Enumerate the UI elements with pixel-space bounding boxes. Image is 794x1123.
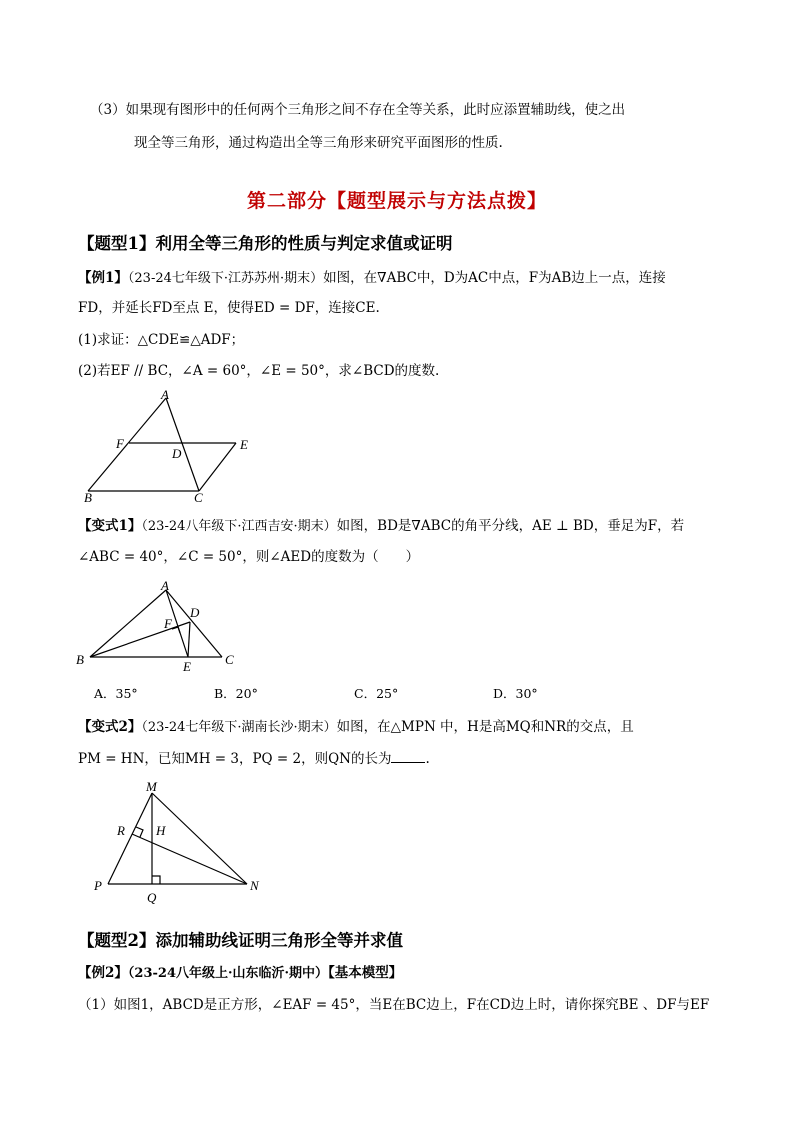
choice-a[interactable]: A．35° — [94, 686, 138, 701]
choice-b[interactable]: B．20° — [214, 686, 258, 701]
variant2-line-2 — [78, 749, 430, 769]
label-n: N — [250, 878, 259, 893]
part2-title: 第二部分【题型展示与方法点拨】 — [246, 190, 547, 212]
label-b: B — [76, 652, 84, 667]
example2-text-1: （1）如图1，ABCD是正方形，∠EAF = 45°，当E在BC边上，F在CD边上时，请你探究BE 、DF与EF — [78, 997, 710, 1013]
right-angle-mark-q — [152, 876, 160, 884]
example2-line-1 — [78, 963, 402, 984]
variant1-text-2: ∠ABC = 40°，∠C = 50°，则∠AED的度数为（ ） — [78, 549, 420, 565]
example1-line-1 — [78, 268, 666, 289]
intro-line-1: （3）如果现有图形中的任何两个三角形之间不存在全等关系，此时应添置辅助线，使之出 — [90, 102, 626, 118]
variant1-tag: 【变式1】 — [78, 518, 142, 534]
example2-source: （23-24八年级上·山东临沂·期中） — [127, 966, 329, 981]
line-ec — [199, 443, 236, 491]
example1-question-1: (1)求证：△CDE≌△ADF； — [78, 332, 245, 348]
variant2-source: （23-24七年级下·湖南长沙·期末） — [141, 720, 337, 735]
label-q: Q — [147, 890, 157, 905]
label-a: A — [161, 578, 169, 593]
label-r: R — [117, 823, 125, 838]
line-ac — [166, 398, 199, 491]
label-p: P — [94, 878, 102, 893]
choice-c[interactable]: C．25° — [354, 686, 399, 701]
example1-source: （23-24七年级下·江苏苏州·期末） — [127, 271, 324, 286]
label-c: C — [194, 490, 203, 505]
label-d: D — [172, 446, 182, 461]
line-bd — [90, 622, 190, 657]
type1-heading: 【题型1】利用全等三角形的性质与判定求值或证明 — [78, 234, 453, 253]
example2-tag: 【例2】 — [78, 965, 128, 981]
variant2-line-1 — [78, 717, 634, 738]
label-e: E — [240, 437, 248, 452]
example2-model: 【基本模型】 — [328, 965, 403, 981]
line-mp — [108, 793, 152, 884]
label-h: H — [156, 823, 166, 838]
intro-line-2: 现全等三角形，通过构造出全等三角形来研究平面图形的性质. — [134, 135, 503, 151]
variant2-tag: 【变式2】 — [78, 719, 142, 735]
choice-d[interactable]: D．30° — [493, 686, 538, 701]
variant1-text-1: 如图，BD是∇ABC的角平分线，AE ⊥ BD，垂足为F，若 — [336, 518, 685, 534]
example1-figure — [76, 388, 266, 508]
variant1-line-1 — [78, 516, 684, 537]
line-ac — [166, 590, 222, 657]
variant2-text-2: PM = HN，已知MH = 3，PQ = 2，则QN的长为 — [78, 751, 392, 767]
right-angle-mark-r — [136, 827, 143, 837]
line-ab — [88, 398, 166, 491]
line-rn — [132, 834, 247, 884]
type2-heading: 【题型2】添加辅助线证明三角形全等并求值 — [78, 931, 403, 950]
example1-question-2: (2)若EF // BC，∠A = 60°，∠E = 50°，求∠BCD的度数. — [78, 363, 440, 379]
label-e: E — [183, 659, 191, 674]
label-m: M — [146, 779, 157, 794]
variant2-text-1: 如图，在△MPN 中，H是高MQ和NR的交点，且 — [336, 719, 634, 735]
label-c: C — [225, 652, 234, 667]
label-f: F — [164, 616, 172, 631]
label-a: A — [161, 388, 169, 402]
label-b: B — [84, 490, 92, 505]
label-d: D — [190, 605, 200, 620]
variant2-text-2-end: . — [425, 751, 430, 767]
variant1-figure — [74, 576, 244, 674]
example1-text-2: FD，并延长FD至点 E，使得ED = DF，连接CE. — [78, 300, 380, 316]
label-f: F — [116, 436, 124, 451]
example1-tag: 【例1】 — [78, 270, 128, 286]
variant2-figure — [84, 772, 284, 910]
line-de — [188, 622, 190, 657]
line-mn — [152, 793, 247, 884]
line-ab — [90, 590, 166, 657]
variant1-source: （23-24八年级下·江西吉安·期末） — [141, 519, 337, 534]
answer-blank[interactable] — [391, 750, 425, 763]
example1-text-1: 如图，在∇ABC中，D为AC中点，F为AB边上一点，连接 — [323, 270, 666, 286]
